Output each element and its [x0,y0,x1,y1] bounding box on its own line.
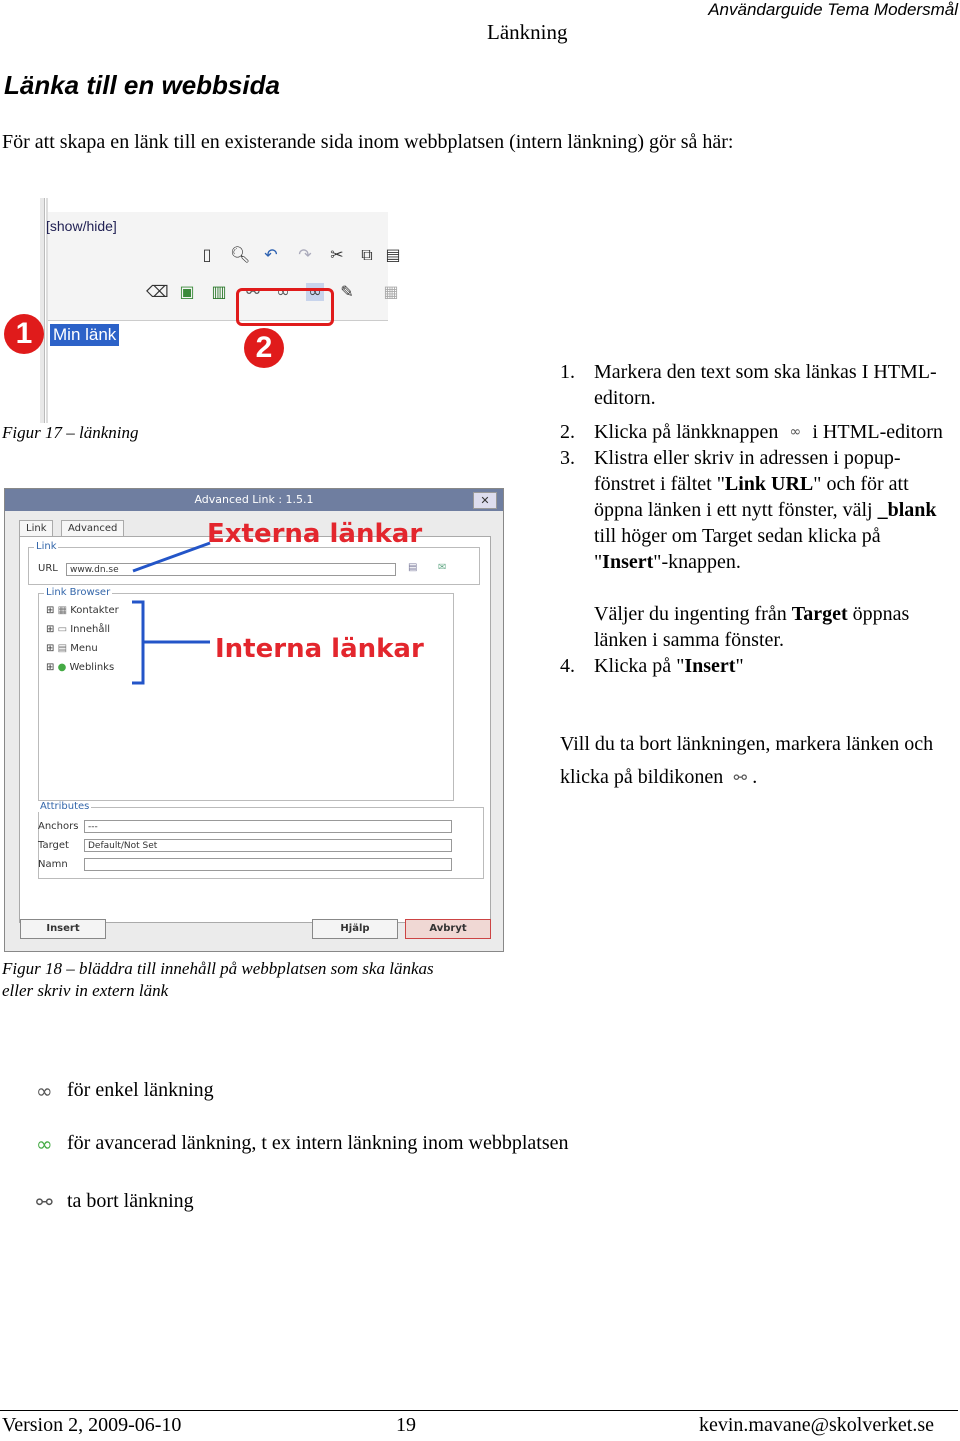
anchors-label: Anchors [38,821,79,832]
internal-links-annotation: Interna länkar [215,634,424,664]
footer-version: Version 2, 2009-06-10 [2,1414,182,1436]
legend-text: ta bort länkning [67,1190,194,1212]
legend-advanced-link [36,1132,569,1156]
edit-icon: ✎ [340,282,354,301]
remove-link-paragraph [560,728,955,794]
target-label: Target [38,840,69,851]
editor-toolbar-screenshot [15,198,401,423]
new-document-icon: ▯ [202,245,212,264]
step-bold: Target [791,603,848,625]
tree-label: Kontakter [70,605,119,616]
close-icon: ✕ [473,492,497,509]
step-number: 1. [560,361,575,383]
step-text: "-knappen. [653,551,741,573]
footer-rule [0,1410,958,1411]
figure-17-caption: Figur 17 – länkning [2,423,139,442]
insert-button: Insert [20,919,106,939]
browse-icon: ▤ [408,562,418,573]
cut-icon: ✂ [330,245,344,264]
tree-label: Innehåll [70,624,111,635]
internal-bracket [132,602,143,683]
link-browser-legend: Link Browser [46,587,111,598]
step-text: Klistra eller skriv in adressen i popup-fönstret i fältet " [594,447,901,495]
tree-label: Menu [70,643,98,654]
footer-email: kevin.mavane@skolverket.se [698,1414,934,1436]
step-bold: Link URL [724,473,814,495]
paste-icon: ▤ [385,245,401,264]
media-icon: ▥ [211,282,227,301]
page-title: Länka till en webbsida [4,70,280,100]
editor-left-border [40,198,45,423]
unlink-icon: ⚯ [36,1190,53,1215]
email-icon: ✉ [438,562,447,573]
tree-item-innehall: ⊞ ▭ Innehåll [46,624,111,635]
tree-item-menu: ⊞ ▤ Menu [46,643,98,654]
legend-remove-link [36,1190,194,1214]
step-badge-2: 2 [244,328,284,368]
legend-text: för avancerad länkning, t ex intern länkning inom webbplatsen [67,1132,569,1154]
remove-text-end: . [752,766,758,788]
step-2 [560,419,955,445]
step-text: Klicka på länkknappen [594,421,779,443]
advanced-link-icon: ∞ [306,283,324,301]
external-arrow [133,543,210,571]
tree-label: Weblinks [69,662,115,673]
legend-text: för enkel länkning [67,1079,214,1101]
step-bold: Insert [602,551,654,573]
help-button: Hjälp [312,919,398,939]
redo-icon: ↷ [298,245,312,264]
link-icon: ∞ [789,424,802,440]
tab-advanced: Advanced [61,520,124,538]
advanced-link-dialog [4,488,504,952]
tree-item-weblinks: ⊞ ● Weblinks [46,662,115,673]
url-field: www.dn.se [66,563,396,576]
copy-icon: ⧉ [361,245,373,264]
target-select: Default/Not Set [84,839,452,852]
step-text: Markera den text som ska länkas I HTML-editorn. [594,361,937,409]
step-number: 4. [560,655,575,677]
advanced-link-icon: ∞ [36,1132,53,1157]
table-icon: ▦ [383,282,399,301]
remove-text: Vill du ta bort länkningen, markera länken och klicka på bildikonen [560,733,934,788]
step-list [560,359,955,679]
step-bold: _blank [877,499,937,521]
cancel-button: Avbryt [405,919,491,939]
dialog-title: Advanced Link : 1.5.1 [5,489,503,511]
legend-simple-link [36,1079,214,1103]
step-text: till höger om Target sedan klicka på " [594,525,881,573]
external-links-annotation: Externa länkar [207,519,423,549]
step-text: " och för att öppna länken i ett nytt fönster, välj [594,473,909,521]
step-3 [560,445,955,575]
step-number: 2. [560,421,575,443]
link-legend: Link [36,541,57,552]
show-hide-link: [show/hide] [46,218,117,234]
figure-18-caption-line: Figur 18 – bläddra till innehåll på webbplatsen som ska länkas [2,959,434,978]
running-header-title: Länkning [487,20,568,44]
anchors-select: --- [84,820,452,833]
step-4 [560,653,955,679]
figure-18-caption-line: eller skriv in extern länk [2,981,169,1000]
step-text: Väljer du ingenting från [594,603,792,625]
unlink-icon: ⚯ [246,282,260,301]
intro-paragraph: För att skapa en länk till en existerande sida inom webbplatsen (intern länkning) gör så här: [2,131,734,153]
link-icon: ∞ [276,282,290,301]
footer-page-number: 19 [396,1414,416,1436]
unlink-icon: ⚯ [733,768,747,787]
step-number: 3. [560,447,575,469]
step-1 [560,359,955,411]
step-text: öppnas länken i samma fönster. [594,603,910,651]
step-badge-1: 1 [4,314,44,354]
image-icon: ▣ [179,282,195,301]
preview-icon: 🔍︎ [230,245,251,264]
step-text: Klicka på " [594,655,685,677]
running-header-guide: Användarguide Tema Modersmål [708,0,958,19]
highlight-link-buttons [236,288,334,326]
url-label: URL [38,563,58,574]
undo-icon: ↶ [264,245,278,264]
selected-link-text: Min länk [50,324,119,346]
step-note [560,601,955,653]
attributes-legend: Attributes [40,801,90,812]
eraser-icon: ⌫ [146,282,169,301]
step-text: " [735,655,744,677]
link-icon: ∞ [36,1079,53,1104]
annotation-lines [5,489,505,953]
name-label: Namn [38,859,68,870]
step-bold: Insert [684,655,736,677]
tree-item-kontakter: ⊞ ▦ Kontakter [46,605,119,616]
step-text: i HTML-editorn [812,421,943,443]
figure-18-caption [2,958,434,1002]
tab-link: Link [19,520,53,538]
